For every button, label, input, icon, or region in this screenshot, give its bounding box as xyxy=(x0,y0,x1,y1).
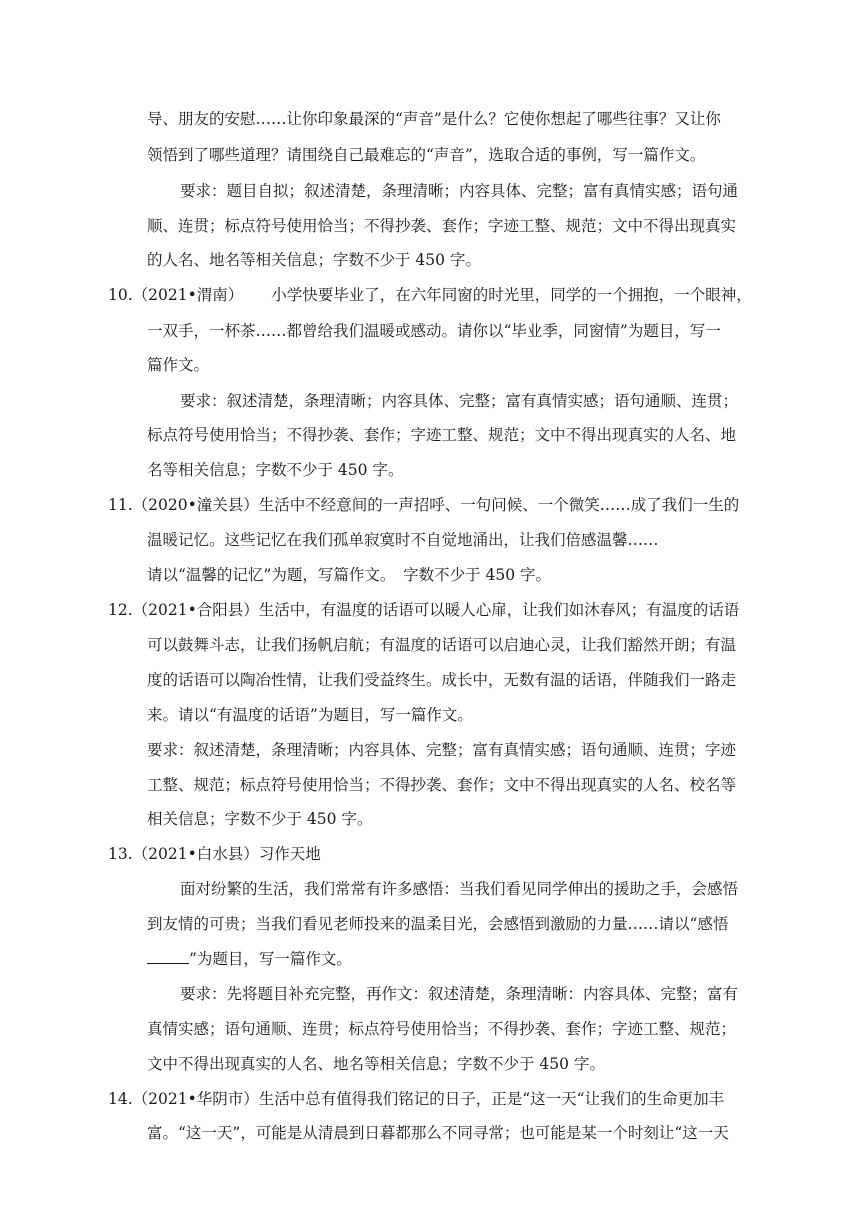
q14-text-1: （2021•华阴市）生活中总有值得我们铭记的日子，正是“这一天“让我们的生命更加丰 xyxy=(132,1090,725,1108)
q14-number: 14. xyxy=(108,1090,133,1108)
q10-number: 10. xyxy=(108,286,133,304)
q13-requirement-line-2: 真情实感；语句通顺、连贯；标点符号使用恰当；不得抄袭、套作；字迹工整、规范； xyxy=(147,1020,737,1038)
q9-requirement-line-1: 要求：题目自拟；叙述清楚，条理清晰；内容具体、完整；富有真情实感；语句通 xyxy=(180,182,739,200)
q12-text-1: （2021•合阳县）生活中，有温度的话语可以暖人心扉，让我们如沐春风；有温度的话语 xyxy=(132,601,740,619)
q11-prompt-line-1 xyxy=(108,494,739,516)
q12-prompt-line-4: 来。请以“有温度的话语”为题目，写一篇作文。 xyxy=(147,706,473,724)
q12-prompt-line-1 xyxy=(108,599,739,621)
q13-prompt-line-1 xyxy=(108,843,321,865)
q12-prompt-line-3: 度的话语可以陶冶性情，让我们受益终生。成长中，无数有温的话语，伴随我们一路走 xyxy=(147,671,737,689)
q13-paragraph-line-3 xyxy=(147,948,352,970)
q9-requirement-line-3: 的人名、地名等相关信息；字数不少于 450 字。 xyxy=(147,251,481,269)
q9-continuation-line-1: 导、朋友的安慰……让你印象最深的“声音”是什么？它使你想起了哪些往事？又让你 xyxy=(147,110,721,128)
q11-text-1: （2020•潼关县）生活中不经意间的一声招呼、一句问候、一个微笑……成了我们一生的 xyxy=(132,496,740,514)
q12-number: 12. xyxy=(108,601,133,619)
q11-prompt-line-3: 请以“温馨的记忆”为题，写篇作文。 字数不少于 450 字。 xyxy=(147,566,552,584)
q10-text-1: 小学快要毕业了，在六年同窗的时光里，同学的一个拥抱，一个眼神， xyxy=(271,286,752,304)
q13-number: 13. xyxy=(108,845,133,863)
q12-requirement-line-3: 相关信息；字数不少于 450 字。 xyxy=(147,810,373,828)
q9-requirement-line-2: 顺、连贯；标点符号使用恰当；不得抄袭、套作；字迹工整、规范；文中不得出现真实 xyxy=(147,217,737,235)
q10-source: （2021•渭南） xyxy=(132,286,244,304)
q10-prompt-line-1 xyxy=(108,284,752,306)
q10-prompt-line-3: 篇作文。 xyxy=(147,356,210,374)
q11-number: 11. xyxy=(108,496,133,514)
q12-prompt-line-2: 可以鼓舞斗志，让我们扬帆启航；有温度的话语可以启迪心灵，让我们豁然开朗；有温 xyxy=(147,636,737,654)
q14-prompt-line-2: 富。“这一天”，可能是从清晨到日暮都那么不同寻常；也可能是某一个时刻让“这一天 xyxy=(147,1124,729,1142)
q13-text-3: ”为题目，写一篇作文。 xyxy=(189,950,352,968)
q13-text-1: （2021•白水县）习作天地 xyxy=(132,845,321,863)
q13-requirement-line-3: 文中不得出现真实的人名、地名等相关信息；字数不少于 450 字。 xyxy=(147,1055,605,1073)
q11-prompt-line-2: 温暖记忆。这些记忆在我们孤单寂寞时不自觉地涌出，让我们倍感温馨…… xyxy=(147,531,659,549)
q10-requirement-line-1: 要求：叙述清楚，条理清晰；内容具体、完整；富有真情实感；语句通顺、连贯； xyxy=(180,392,739,410)
q12-requirement-line-2: 工整、规范；标点符号使用恰当；不得抄袭、套作；文中不得出现真实的人名、校名等 xyxy=(147,776,737,794)
q14-prompt-line-1 xyxy=(108,1088,724,1110)
q13-paragraph-line-2: 到友情的可贵；当我们看见老师投来的温柔目光，会感悟到激励的力量……请以“感悟 xyxy=(147,915,729,933)
q13-paragraph-line-1: 面对纷繁的生活，我们常常有许多感悟：当我们看见同学伸出的援助之手，会感悟 xyxy=(180,880,739,898)
q10-prompt-line-2: 一双手，一杯茶……都曾给我们温暖或感动。请你以“毕业季，同窗情”为题目，写一 xyxy=(147,322,721,340)
q10-requirement-line-2: 标点符号使用恰当；不得抄袭、套作；字迹工整、规范；文中不得出现真实的人名、地 xyxy=(147,426,737,444)
title-blank xyxy=(147,949,189,964)
q9-continuation-line-2: 领悟到了哪些道理？请围绕自己最难忘的“声音”，选取合适的事例，写一篇作文。 xyxy=(147,146,706,164)
q12-requirement-line-1: 要求：叙述清楚，条理清晰；内容具体、完整；富有真情实感；语句通顺、连贯；字迹 xyxy=(147,741,737,759)
q13-requirement-line-1: 要求：先将题目补充完整，再作文：叙述清楚，条理清晰：内容具体、完整；富有 xyxy=(180,985,739,1003)
q10-requirement-line-3: 名等相关信息；字数不少于 450 字。 xyxy=(147,461,404,479)
